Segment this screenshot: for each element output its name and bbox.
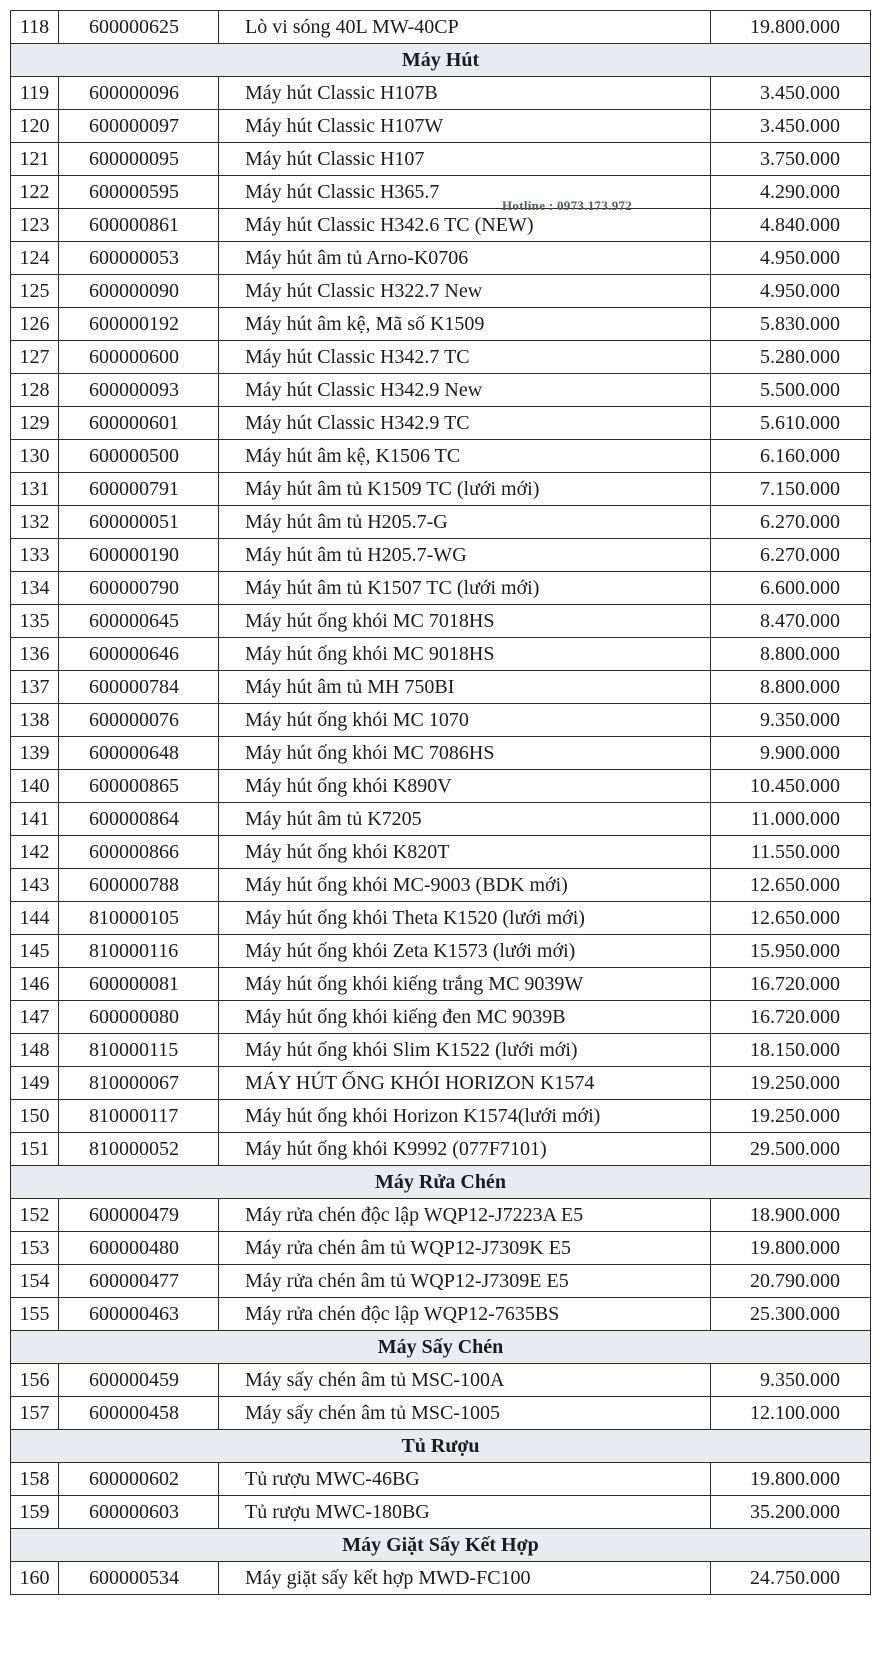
product-code: 600000534 [59,1562,219,1595]
product-price: 11.000.000 [711,803,871,836]
row-number: 156 [11,1364,59,1397]
price-table [10,10,871,1595]
product-name: Máy hút ống khói MC 7018HS [219,605,711,638]
product-price: 4.290.000 [711,176,871,209]
table-row [11,209,871,242]
table-row [11,374,871,407]
product-name: Máy hút Classic H107B [219,77,711,110]
table-row [11,1562,871,1595]
row-number: 134 [11,572,59,605]
product-price: 19.800.000 [711,1232,871,1265]
product-code: 600000791 [59,473,219,506]
product-name: Máy hút âm tủ K1507 TC (lưới mới) [219,572,711,605]
category-row [11,1331,871,1364]
product-name: Máy hút Classic H107 [219,143,711,176]
product-price: 6.270.000 [711,539,871,572]
product-name: Máy rửa chén độc lập WQP12-J7223A E5 [219,1199,711,1232]
product-code: 600000790 [59,572,219,605]
product-code: 600000076 [59,704,219,737]
product-name: Máy rửa chén âm tủ WQP12-J7309E E5 [219,1265,711,1298]
row-number: 136 [11,638,59,671]
table-row [11,1034,871,1067]
product-price: 8.470.000 [711,605,871,638]
product-price: 25.300.000 [711,1298,871,1331]
row-number: 124 [11,242,59,275]
product-price: 12.650.000 [711,902,871,935]
row-number: 123 [11,209,59,242]
row-number: 135 [11,605,59,638]
product-price: 3.450.000 [711,77,871,110]
category-label: Máy Sấy Chén [11,1331,871,1364]
product-price: 24.750.000 [711,1562,871,1595]
table-row [11,143,871,176]
table-row [11,869,871,902]
product-name: Tủ rượu MWC-46BG [219,1463,711,1496]
row-number: 138 [11,704,59,737]
table-row [11,1463,871,1496]
product-code: 600000480 [59,1232,219,1265]
table-row [11,539,871,572]
product-code: 600000500 [59,440,219,473]
row-number: 119 [11,77,59,110]
product-code: 600000784 [59,671,219,704]
table-row [11,1133,871,1166]
product-name: Tủ rượu MWC-180BG [219,1496,711,1529]
product-code: 600000603 [59,1496,219,1529]
product-price: 20.790.000 [711,1265,871,1298]
product-name: Máy hút ống khói kiếng đen MC 9039B [219,1001,711,1034]
row-number: 146 [11,968,59,1001]
row-number: 149 [11,1067,59,1100]
table-row [11,671,871,704]
product-price: 15.950.000 [711,935,871,968]
row-number: 131 [11,473,59,506]
product-price: 19.800.000 [711,1463,871,1496]
table-row [11,968,871,1001]
row-number: 152 [11,1199,59,1232]
row-number: 127 [11,341,59,374]
product-name: Máy hút Classic H342.6 TC (NEW) [219,209,711,242]
product-code: 600000646 [59,638,219,671]
product-code: 810000116 [59,935,219,968]
product-name: Máy hút ống khói Theta K1520 (lưới mới) [219,902,711,935]
product-name: Máy hút âm tủ MH 750BI [219,671,711,704]
product-name: Máy hút ống khói Horizon K1574(lưới mới) [219,1100,711,1133]
category-row [11,1166,871,1199]
product-code: 600000648 [59,737,219,770]
product-name: Máy hút âm tủ H205.7-G [219,506,711,539]
row-number: 148 [11,1034,59,1067]
row-number: 125 [11,275,59,308]
product-code: 600000097 [59,110,219,143]
product-code: 600000600 [59,341,219,374]
product-code: 600000080 [59,1001,219,1034]
product-name: Máy hút ống khói K890V [219,770,711,803]
row-number: 140 [11,770,59,803]
table-row [11,110,871,143]
product-price: 12.100.000 [711,1397,871,1430]
product-code: 600000190 [59,539,219,572]
table-row [11,605,871,638]
product-code: 600000459 [59,1364,219,1397]
product-price: 5.280.000 [711,341,871,374]
product-price: 11.550.000 [711,836,871,869]
product-code: 600000601 [59,407,219,440]
product-code: 600000861 [59,209,219,242]
hotline-watermark: Hotline : 0973.173.972 [502,198,633,213]
product-price: 5.610.000 [711,407,871,440]
row-number: 157 [11,1397,59,1430]
product-price: 4.950.000 [711,242,871,275]
price-list-sheet [10,10,870,1595]
product-name: Máy sấy chén âm tủ MSC-100A [219,1364,711,1397]
row-number: 153 [11,1232,59,1265]
product-price: 19.250.000 [711,1100,871,1133]
product-name: Máy hút Classic H342.9 New [219,374,711,407]
product-price: 16.720.000 [711,968,871,1001]
product-price: 5.500.000 [711,374,871,407]
product-name: Máy rửa chén âm tủ WQP12-J7309K E5 [219,1232,711,1265]
product-price: 5.830.000 [711,308,871,341]
product-code: 600000192 [59,308,219,341]
product-price: 4.840.000 [711,209,871,242]
product-price: 9.350.000 [711,704,871,737]
product-name: Máy hút Classic H107W [219,110,711,143]
table-row [11,1265,871,1298]
product-price: 10.450.000 [711,770,871,803]
table-row [11,11,871,44]
product-code: 810000115 [59,1034,219,1067]
product-name: Máy hút ống khói MC-9003 (BDK mới) [219,869,711,902]
product-price: 3.450.000 [711,110,871,143]
product-code: 600000602 [59,1463,219,1496]
product-name: Máy hút Classic H342.9 TC [219,407,711,440]
category-label: Máy Giặt Sấy Kết Hợp [11,1529,871,1562]
category-label: Máy Hút [11,44,871,77]
product-price: 19.800.000 [711,11,871,44]
product-name: Máy hút ống khói Zeta K1573 (lưới mới) [219,935,711,968]
product-name: Máy hút âm tủ K1509 TC (lưới mới) [219,473,711,506]
category-row [11,44,871,77]
table-row [11,1001,871,1034]
product-code: 600000051 [59,506,219,539]
product-name: Máy hút ống khói MC 1070 [219,704,711,737]
product-price: 8.800.000 [711,671,871,704]
category-label: Máy Rửa Chén [11,1166,871,1199]
row-number: 159 [11,1496,59,1529]
table-row [11,1496,871,1529]
table-row [11,1364,871,1397]
product-code: 600000788 [59,869,219,902]
product-name: Máy hút âm tủ K7205 [219,803,711,836]
row-number: 160 [11,1562,59,1595]
product-name: Máy hút ống khói kiếng trắng MC 9039W [219,968,711,1001]
product-name: Lò vi sóng 40L MW-40CP [219,11,711,44]
row-number: 143 [11,869,59,902]
product-price: 4.950.000 [711,275,871,308]
product-code: 810000052 [59,1133,219,1166]
row-number: 139 [11,737,59,770]
table-row [11,836,871,869]
product-price: 9.900.000 [711,737,871,770]
row-number: 120 [11,110,59,143]
product-code: 600000866 [59,836,219,869]
category-row [11,1529,871,1562]
product-name: Máy hút âm kệ, K1506 TC [219,440,711,473]
table-row [11,1232,871,1265]
product-price: 6.160.000 [711,440,871,473]
product-price: 6.600.000 [711,572,871,605]
table-row [11,737,871,770]
row-number: 128 [11,374,59,407]
table-row [11,440,871,473]
product-name: Máy hút Classic H322.7 New [219,275,711,308]
product-name: Máy hút Classic H365.7 [219,176,711,209]
product-price: 6.270.000 [711,506,871,539]
product-name: MÁY HÚT ỐNG KHÓI HORIZON K1574 [219,1067,711,1100]
table-row [11,506,871,539]
product-price: 3.750.000 [711,143,871,176]
row-number: 147 [11,1001,59,1034]
product-price: 9.350.000 [711,1364,871,1397]
row-number: 118 [11,11,59,44]
row-number: 145 [11,935,59,968]
row-number: 130 [11,440,59,473]
product-code: 600000090 [59,275,219,308]
product-code: 600000645 [59,605,219,638]
product-name: Máy hút âm tủ Arno-K0706 [219,242,711,275]
row-number: 150 [11,1100,59,1133]
table-row [11,341,871,374]
product-code: 600000479 [59,1199,219,1232]
product-code: 600000096 [59,77,219,110]
row-number: 121 [11,143,59,176]
row-number: 122 [11,176,59,209]
row-number: 144 [11,902,59,935]
table-row [11,1298,871,1331]
product-name: Máy hút Classic H342.7 TC [219,341,711,374]
product-code: 600000458 [59,1397,219,1430]
product-code: 600000093 [59,374,219,407]
price-table-body [11,11,871,1595]
row-number: 133 [11,539,59,572]
table-row [11,242,871,275]
product-code: 810000067 [59,1067,219,1100]
row-number: 158 [11,1463,59,1496]
product-price: 35.200.000 [711,1496,871,1529]
row-number: 137 [11,671,59,704]
table-row [11,275,871,308]
table-row [11,473,871,506]
table-row [11,176,871,209]
table-row [11,1067,871,1100]
table-row [11,638,871,671]
product-code: 600000864 [59,803,219,836]
product-code: 600000477 [59,1265,219,1298]
product-code: 600000625 [59,11,219,44]
product-name: Máy rửa chén độc lập WQP12-7635BS [219,1298,711,1331]
product-name: Máy giặt sấy kết hợp MWD-FC100 [219,1562,711,1595]
row-number: 151 [11,1133,59,1166]
product-name: Máy hút ống khói K9992 (077F7101) [219,1133,711,1166]
category-row [11,1430,871,1463]
table-row [11,803,871,836]
product-name: Máy hút ống khói MC 7086HS [219,737,711,770]
row-number: 141 [11,803,59,836]
product-price: 19.250.000 [711,1067,871,1100]
product-code: 600000595 [59,176,219,209]
product-price: 18.150.000 [711,1034,871,1067]
product-price: 12.650.000 [711,869,871,902]
product-code: 810000105 [59,902,219,935]
table-row [11,77,871,110]
product-price: 29.500.000 [711,1133,871,1166]
table-row [11,770,871,803]
row-number: 126 [11,308,59,341]
product-name: Máy hút ống khói Slim K1522 (lưới mới) [219,1034,711,1067]
product-code: 810000117 [59,1100,219,1133]
product-code: 600000865 [59,770,219,803]
row-number: 155 [11,1298,59,1331]
row-number: 154 [11,1265,59,1298]
product-code: 600000463 [59,1298,219,1331]
product-name: Máy hút ống khói K820T [219,836,711,869]
table-row [11,1397,871,1430]
table-row [11,704,871,737]
table-row [11,308,871,341]
product-price: 18.900.000 [711,1199,871,1232]
row-number: 129 [11,407,59,440]
product-code: 600000081 [59,968,219,1001]
product-name: Máy hút âm kệ, Mã số K1509 [219,308,711,341]
product-name: Máy hút ống khói MC 9018HS [219,638,711,671]
row-number: 142 [11,836,59,869]
product-code: 600000053 [59,242,219,275]
table-row [11,572,871,605]
product-price: 16.720.000 [711,1001,871,1034]
table-row [11,1199,871,1232]
table-row [11,902,871,935]
product-name: Máy sấy chén âm tủ MSC-1005 [219,1397,711,1430]
table-row [11,407,871,440]
table-row [11,935,871,968]
product-price: 7.150.000 [711,473,871,506]
table-row [11,1100,871,1133]
row-number: 132 [11,506,59,539]
product-price: 8.800.000 [711,638,871,671]
category-label: Tủ Rượu [11,1430,871,1463]
product-code: 600000095 [59,143,219,176]
product-name: Máy hút âm tủ H205.7-WG [219,539,711,572]
